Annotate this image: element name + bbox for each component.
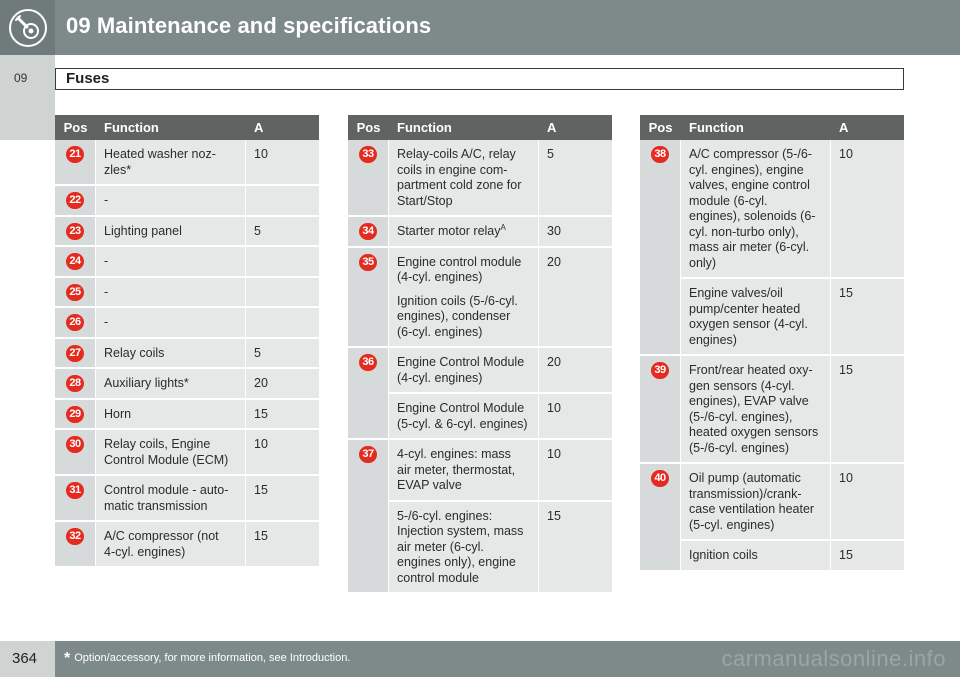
column-header-amp: A: [246, 115, 319, 140]
table-row: [640, 356, 904, 464]
fuse-function: [389, 248, 539, 349]
table-row: [55, 430, 319, 476]
fuse-function: Engine Control Module (5-cyl. & 6-cyl. engines): [389, 394, 539, 440]
fuse-amperage: 30: [539, 217, 612, 248]
fuse-function: Engine Control Module (4-cyl. engines): [389, 348, 539, 394]
fuse-amperage: 20: [539, 248, 612, 349]
fuse-number-badge: 30: [66, 436, 84, 453]
page-number: 364: [12, 650, 38, 667]
chapter-icon-box: [0, 0, 55, 55]
fuse-function-text: Starter motor relay: [397, 224, 501, 238]
fuse-amperage: 15: [246, 522, 319, 568]
fuse-function-text: Engine control module (4-cyl. engines): [397, 254, 522, 284]
page-title: 09 Maintenance and specifications: [66, 13, 432, 38]
table-row: [55, 217, 319, 248]
fuse-function: Front/rear heated oxy- gen sensors (4-cyl. engines), EVAP valve (5-/6-cyl. engines), heated oxygen sensors (5-/6-cyl. engines): [681, 356, 831, 464]
fuse-function: Engine valves/oil pump/center heated oxygen sensor (4-cyl. engines): [681, 279, 831, 356]
fuse-amperage: 5: [539, 140, 612, 217]
fuse-amperage: 10: [831, 464, 904, 541]
fuse-function: -: [96, 278, 246, 309]
fuse-number-badge: 31: [66, 482, 84, 499]
fuse-amperage: [246, 186, 319, 217]
fuse-amperage: 5: [246, 217, 319, 248]
table-row: [55, 369, 319, 400]
header-bar: [0, 0, 960, 55]
column-header-pos: Pos: [55, 115, 96, 140]
table-row: [348, 248, 612, 349]
column-header-function: Function: [389, 115, 539, 140]
fuse-number-badge: 21: [66, 146, 84, 163]
fuse-table-2: [348, 115, 612, 594]
table-row: [55, 308, 319, 339]
fuse-number-badge: 36: [359, 354, 377, 371]
table-row: [55, 476, 319, 522]
table-row: [55, 339, 319, 370]
footnote-marker: A: [500, 222, 506, 232]
fuse-number-badge: 40: [651, 470, 669, 487]
fuse-function: A/C compressor (not 4-cyl. engines): [96, 522, 246, 568]
fuse-amperage: [246, 308, 319, 339]
chapter-tab: [0, 55, 55, 140]
table-row: [55, 247, 319, 278]
fuse-amperage: 15: [831, 279, 904, 356]
table-row: [348, 348, 612, 394]
fuse-function: -: [96, 308, 246, 339]
fuse-table-3: [640, 115, 904, 572]
column-header-amp: A: [831, 115, 904, 140]
fuse-amperage: 15: [831, 356, 904, 464]
section-header: [55, 68, 904, 90]
fuse-function: Relay coils: [96, 339, 246, 370]
fuse-amperage: 20: [539, 348, 612, 394]
column-header-pos: Pos: [348, 115, 389, 140]
fuse-function: Heated washer noz- zles*: [96, 140, 246, 186]
wrench-gear-icon: [8, 8, 48, 48]
fuse-amperage: [246, 247, 319, 278]
fuse-number-badge: 23: [66, 223, 84, 240]
fuse-amperage: 10: [539, 394, 612, 440]
table-row: [55, 400, 319, 431]
column-header-pos: Pos: [640, 115, 681, 140]
table-row: [640, 464, 904, 541]
table-row: [55, 522, 319, 568]
fuse-function: Ignition coils: [681, 541, 831, 572]
column-header-function: Function: [681, 115, 831, 140]
column-header-amp: A: [539, 115, 612, 140]
fuse-function: Relay-coils A/C, relay coils in engine com- partment cold zone for Start/Stop: [389, 140, 539, 217]
fuse-amperage: 15: [539, 502, 612, 595]
fuse-function: Relay coils, Engine Control Module (ECM): [96, 430, 246, 476]
table-row: [55, 186, 319, 217]
page-number-box: [0, 641, 55, 677]
fuse-function: Auxiliary lights*: [96, 369, 246, 400]
table-row: [55, 278, 319, 309]
fuse-function: 4-cyl. engines: mass air meter, thermostat, EVAP valve: [389, 440, 539, 502]
fuse-amperage: 5: [246, 339, 319, 370]
fuse-function-text-2: Ignition coils (5-/6-cyl. engines), condenser (6-cyl. engines): [397, 293, 518, 339]
fuse-function: -: [96, 247, 246, 278]
fuse-function: Lighting panel: [96, 217, 246, 248]
fuse-number-badge: 27: [66, 345, 84, 362]
table-row: [348, 440, 612, 502]
watermark: carmanualsonline.info: [721, 646, 946, 671]
fuse-amperage: 10: [539, 440, 612, 502]
fuse-function: Oil pump (automatic transmission)/crank- case ventilation heater (5-cyl. engines): [681, 464, 831, 541]
fuse-table-1: [55, 115, 319, 568]
fuse-number-badge: 28: [66, 375, 84, 392]
chapter-number: 09: [14, 71, 28, 85]
fuse-number-badge: 32: [66, 528, 84, 545]
fuse-amperage: 15: [831, 541, 904, 572]
table-row: [348, 140, 612, 217]
footnote-star: *: [64, 650, 71, 667]
footnote: [64, 650, 350, 668]
fuse-function: 5-/6-cyl. engines: Injection system, mass air meter (6-cyl. engines only), engine control module: [389, 502, 539, 595]
fuse-number-badge: 26: [66, 314, 84, 331]
fuse-number-badge: 29: [66, 406, 84, 423]
fuse-number-badge: 24: [66, 253, 84, 270]
fuse-amperage: 10: [246, 430, 319, 476]
section-title: Fuses: [66, 70, 110, 87]
footer-bar: [0, 641, 960, 677]
fuse-amperage: [246, 278, 319, 309]
fuse-number-badge: 22: [66, 192, 84, 209]
fuse-amperage: 10: [246, 140, 319, 186]
footnote-text: Option/accessory, for more information, see Introduction.: [74, 652, 351, 664]
fuse-number-badge: 35: [359, 254, 377, 271]
fuse-number-badge: 33: [359, 146, 377, 163]
table-row: [640, 140, 904, 279]
fuse-function: -: [96, 186, 246, 217]
column-header-function: Function: [96, 115, 246, 140]
fuse-function: Control module - auto- matic transmission: [96, 476, 246, 522]
table-row: [55, 140, 319, 186]
fuse-amperage: 10: [831, 140, 904, 279]
table-row: [348, 217, 612, 248]
fuse-function: Horn: [96, 400, 246, 431]
fuse-amperage: 15: [246, 476, 319, 522]
fuse-number-badge: 39: [651, 362, 669, 379]
fuse-number-badge: 25: [66, 284, 84, 301]
fuse-amperage: 15: [246, 400, 319, 431]
fuse-function: A/C compressor (5-/6- cyl. engines), engine valves, engine control module (6-cyl. engines), solenoids (6- cyl. non-turbo only), mass air meter (6-cyl. only): [681, 140, 831, 279]
fuse-number-badge: 37: [359, 446, 377, 463]
fuse-number-badge: 34: [359, 223, 377, 240]
fuse-amperage: 20: [246, 369, 319, 400]
fuse-function: [389, 217, 539, 248]
fuse-number-badge: 38: [651, 146, 669, 163]
